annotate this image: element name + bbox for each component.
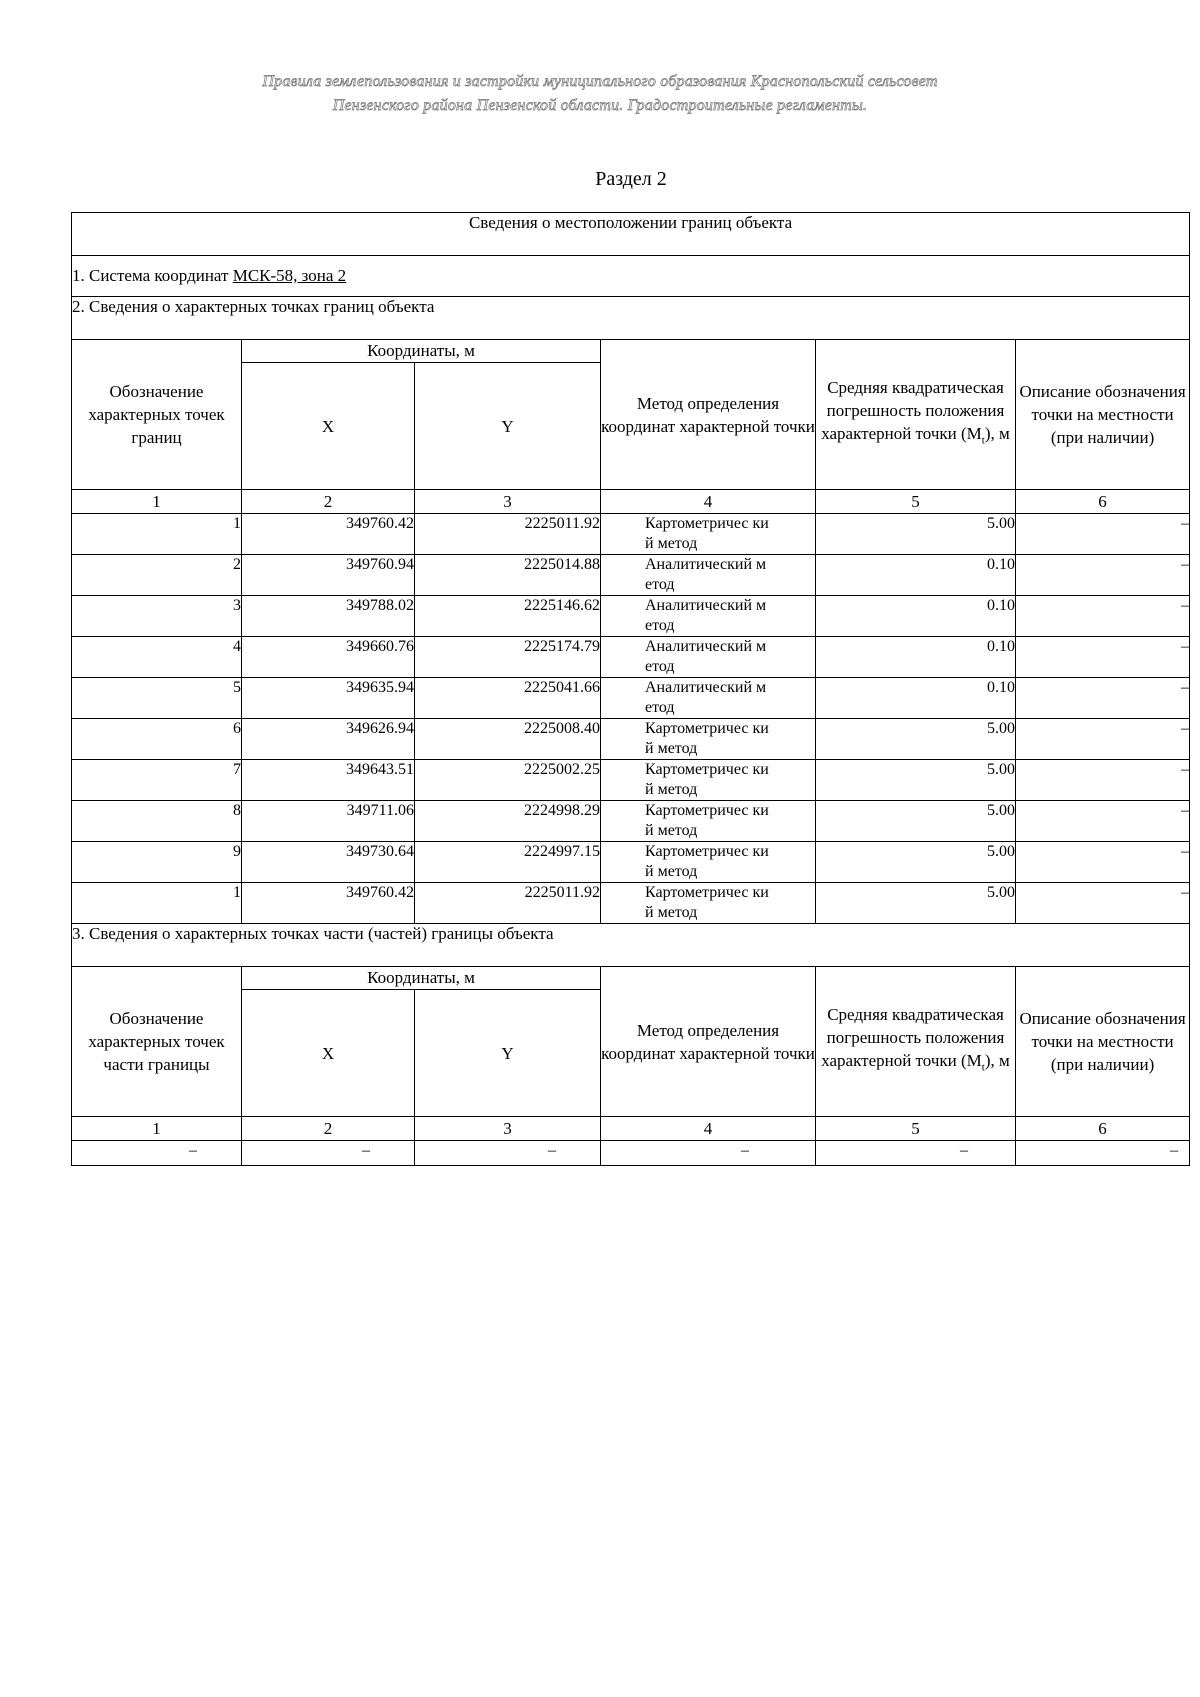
method-text: Аналитический метод xyxy=(645,597,767,634)
cell-error: 5.00 xyxy=(816,719,1016,760)
cell-error: 0.10 xyxy=(816,555,1016,596)
table-row xyxy=(72,555,1190,596)
cell-y: 2225011.92 xyxy=(415,514,601,555)
cell-point: 9 xyxy=(72,842,242,883)
cell-point: 8 xyxy=(72,801,242,842)
cell-y: – xyxy=(415,1141,601,1166)
method-text: Картометричес кий метод xyxy=(645,802,769,839)
boundary-table xyxy=(71,212,1190,1166)
cell-method xyxy=(601,514,816,555)
table-row xyxy=(72,596,1190,637)
method-text: Картометричес кий метод xyxy=(645,761,769,798)
header-error: Средняя квадратическая погрешность положения характерной точки $(M_t)$, м xyxy=(816,340,1016,490)
table-row xyxy=(72,637,1190,678)
cell-description: – xyxy=(1016,555,1190,596)
column-number: 3 xyxy=(415,490,601,514)
header-description: Описание обозначения точки на местности (при наличии) xyxy=(1016,340,1190,490)
cell-y: 2225008.40 xyxy=(415,719,601,760)
cell-error: 0.10 xyxy=(816,678,1016,719)
table-row xyxy=(72,678,1190,719)
cell-y: 2224998.29 xyxy=(415,801,601,842)
cell-description: – xyxy=(1016,719,1190,760)
cell-x: 349635.94 xyxy=(242,678,415,719)
cell-description: – xyxy=(1016,596,1190,637)
column-number: 4 xyxy=(601,1117,816,1141)
cell-description: – xyxy=(1016,760,1190,801)
column-number: 1 xyxy=(72,1117,242,1141)
table-caption: Сведения о местоположении границ объекта xyxy=(72,213,1190,256)
table-row xyxy=(72,760,1190,801)
cell-point: 1 xyxy=(72,883,242,924)
cell-y: 2225011.92 xyxy=(415,883,601,924)
cell-x: 349760.42 xyxy=(242,514,415,555)
cell-point: 6 xyxy=(72,719,242,760)
table-row xyxy=(72,514,1190,555)
cell-description: – xyxy=(1016,883,1190,924)
cell-x: 349660.76 xyxy=(242,637,415,678)
cell-description: – xyxy=(1016,1141,1190,1166)
header-point-label: Обозначение характерных точек границ xyxy=(72,340,242,490)
cell-method xyxy=(601,883,816,924)
cell-x: – xyxy=(242,1141,415,1166)
column-number: 2 xyxy=(242,1117,415,1141)
cell-x: 349760.94 xyxy=(242,555,415,596)
header-coordinates: Координаты, м xyxy=(242,967,601,990)
column-numbers-row xyxy=(72,490,1190,514)
cell-y: 2224997.15 xyxy=(415,842,601,883)
header-method: Метод определения координат характерной точки xyxy=(601,340,816,490)
table-row xyxy=(72,801,1190,842)
cell-x: 349643.51 xyxy=(242,760,415,801)
cell-y: 2225146.62 xyxy=(415,596,601,637)
cell-error: 5.00 xyxy=(816,801,1016,842)
header-method: Метод определения координат характерной точки xyxy=(601,967,816,1117)
cell-point: 1 xyxy=(72,514,242,555)
cell-description: – xyxy=(1016,842,1190,883)
method-text: Картометричес кий метод xyxy=(645,515,769,552)
cell-method xyxy=(601,637,816,678)
cell-method xyxy=(601,678,816,719)
part3-empty-row xyxy=(72,1141,1190,1166)
cell-error: 5.00 xyxy=(816,842,1016,883)
table-row xyxy=(72,842,1190,883)
cell-error: 5.00 xyxy=(816,760,1016,801)
table-row xyxy=(72,719,1190,760)
cell-method xyxy=(601,555,816,596)
method-text: Картометричес кий метод xyxy=(645,720,769,757)
cell-x: 349788.02 xyxy=(242,596,415,637)
cell-y: 2225041.66 xyxy=(415,678,601,719)
part2-title: 2. Сведения о характерных точках границ объекта xyxy=(72,297,1190,340)
column-number: 4 xyxy=(601,490,816,514)
cell-method xyxy=(601,596,816,637)
cell-x: 349711.06 xyxy=(242,801,415,842)
coordinate-system-value: МСК-58, зона 2 xyxy=(232,266,347,285)
cell-point: 5 xyxy=(72,678,242,719)
cell-point: 3 xyxy=(72,596,242,637)
method-text: Аналитический метод xyxy=(645,638,767,675)
method-text: Картометричес кий метод xyxy=(645,843,769,880)
header-x: X xyxy=(242,990,415,1117)
header-line-2: Пензенского района Пензенской области. Градостроительные регламенты. xyxy=(332,97,868,114)
section-title: Раздел 2 xyxy=(595,168,667,190)
method-text: Картометричес кий метод xyxy=(645,884,769,921)
cell-error: 0.10 xyxy=(816,637,1016,678)
cell-x: 349626.94 xyxy=(242,719,415,760)
cell-method xyxy=(601,842,816,883)
coordinate-system-label: 1. Система координат xyxy=(72,266,233,285)
document-header xyxy=(0,70,1200,118)
header-y: Y xyxy=(415,363,601,490)
header-description: Описание обозначения точки на местности (при наличии) xyxy=(1016,967,1190,1117)
cell-description: – xyxy=(1016,801,1190,842)
column-number: 1 xyxy=(72,490,242,514)
cell-y: 2225014.88 xyxy=(415,555,601,596)
part3-title: 3. Сведения о характерных точках части (частей) границы объекта xyxy=(72,924,1190,967)
cell-method xyxy=(601,760,816,801)
column-number: 6 xyxy=(1016,490,1190,514)
cell-error: – xyxy=(816,1141,1016,1166)
cell-x: 349730.64 xyxy=(242,842,415,883)
cell-description: – xyxy=(1016,514,1190,555)
method-text: Аналитический метод xyxy=(645,679,767,716)
cell-point: – xyxy=(72,1141,242,1166)
cell-method: – xyxy=(601,1141,816,1166)
column-number: 3 xyxy=(415,1117,601,1141)
cell-point: 4 xyxy=(72,637,242,678)
method-text: Аналитический метод xyxy=(645,556,767,593)
coordinate-system-row xyxy=(72,256,1190,297)
cell-description: – xyxy=(1016,637,1190,678)
cell-y: 2225002.25 xyxy=(415,760,601,801)
cell-method xyxy=(601,719,816,760)
cell-point: 2 xyxy=(72,555,242,596)
cell-method xyxy=(601,801,816,842)
cell-x: 349760.42 xyxy=(242,883,415,924)
header-line-1: Правила землепользования и застройки муниципального образования Краснопольский сельсовет xyxy=(262,73,938,90)
cell-error: 0.10 xyxy=(816,596,1016,637)
cell-error: 5.00 xyxy=(816,883,1016,924)
column-number: 6 xyxy=(1016,1117,1190,1141)
cell-point: 7 xyxy=(72,760,242,801)
column-numbers-row xyxy=(72,1117,1190,1141)
header-point-label-part: Обозначение характерных точек части границы xyxy=(72,967,242,1117)
cell-error: 5.00 xyxy=(816,514,1016,555)
cell-description: – xyxy=(1016,678,1190,719)
header-x: X xyxy=(242,363,415,490)
table-row xyxy=(72,883,1190,924)
column-number: 5 xyxy=(816,1117,1016,1141)
header-coordinates: Координаты, м xyxy=(242,340,601,363)
column-number: 2 xyxy=(242,490,415,514)
header-y: Y xyxy=(415,990,601,1117)
column-number: 5 xyxy=(816,490,1016,514)
header-error: Средняя квадратическая погрешность положения характерной точки $(M_t)$, м xyxy=(816,967,1016,1117)
cell-y: 2225174.79 xyxy=(415,637,601,678)
